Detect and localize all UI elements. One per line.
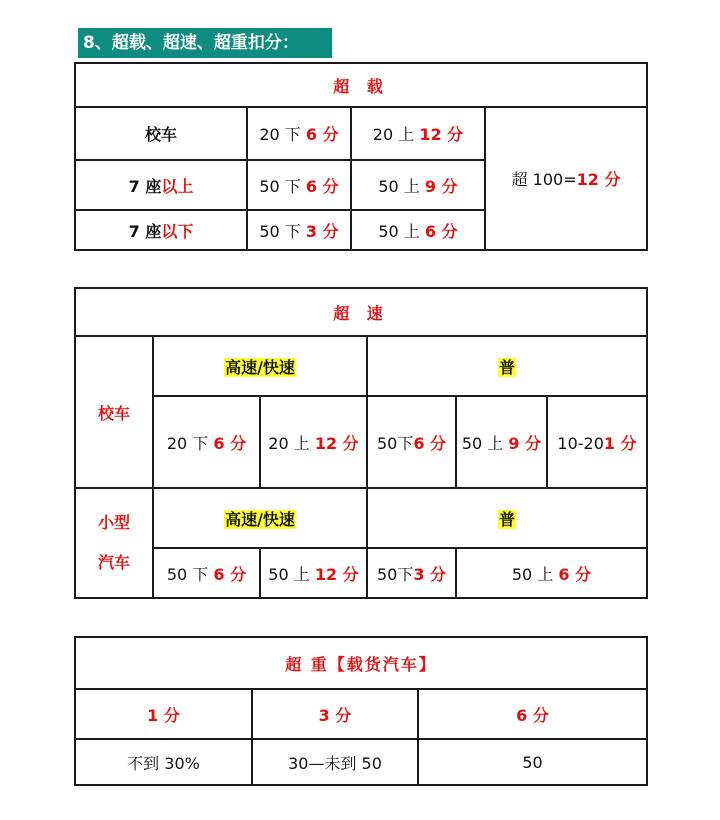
overload-cell: 50 上 9 分 [351, 160, 485, 210]
ordinary-road-header: 普 [367, 336, 647, 396]
speeding-cell: 50 上 9 分 [456, 396, 547, 488]
row-label: 7 座以下 [75, 210, 247, 250]
table-row [75, 107, 647, 160]
speeding-cell: 50 下 6 分 [153, 548, 260, 598]
overweight-table [74, 636, 648, 786]
table-row [75, 689, 647, 739]
ordinary-road-header: 普 [367, 488, 647, 548]
speeding-cell: 50下6 分 [367, 396, 456, 488]
row-label: 7 座以上 [75, 160, 247, 210]
overload-cell: 20 上 12 分 [351, 107, 485, 160]
table-row [75, 739, 647, 785]
overload-cell: 50 下 3 分 [247, 210, 351, 250]
range-cell: 不到 30% [75, 739, 252, 785]
speeding-table [74, 287, 648, 599]
school-bus-label: 校车 [75, 336, 153, 488]
overload-cell: 50 上 6 分 [351, 210, 485, 250]
speeding-cell: 50 上 12 分 [260, 548, 367, 598]
small-car-label: 小型 汽车 [75, 488, 153, 598]
highway-header: 高速/快速 [153, 488, 367, 548]
points-cell: 6 分 [418, 689, 647, 739]
speeding-cell: 50 上 6 分 [456, 548, 647, 598]
overload-table [74, 62, 648, 251]
highway-header: 高速/快速 [153, 336, 367, 396]
table-row [75, 548, 647, 598]
speeding-cell: 20 上 12 分 [260, 396, 367, 488]
speeding-cell: 50下3 分 [367, 548, 456, 598]
points-cell: 3 分 [252, 689, 418, 739]
overweight-header: 超 重【载货汽车】 [75, 637, 647, 689]
points-cell: 1 分 [75, 689, 252, 739]
speeding-header: 超 速 [75, 288, 647, 336]
range-cell: 30—未到 50 [252, 739, 418, 785]
overload-over100-cell: 超 100=12 分 [485, 107, 647, 250]
speeding-cell: 20 下 6 分 [153, 396, 260, 488]
overload-cell: 20 下 6 分 [247, 107, 351, 160]
speeding-cell: 10-201 分 [547, 396, 647, 488]
overload-header: 超 载 [75, 63, 647, 107]
section-title: 8、超载、超速、超重扣分： [78, 28, 332, 58]
row-label: 校车 [75, 107, 247, 160]
range-cell: 50 [418, 739, 647, 785]
table-row [75, 396, 647, 488]
overload-cell: 50 下 6 分 [247, 160, 351, 210]
